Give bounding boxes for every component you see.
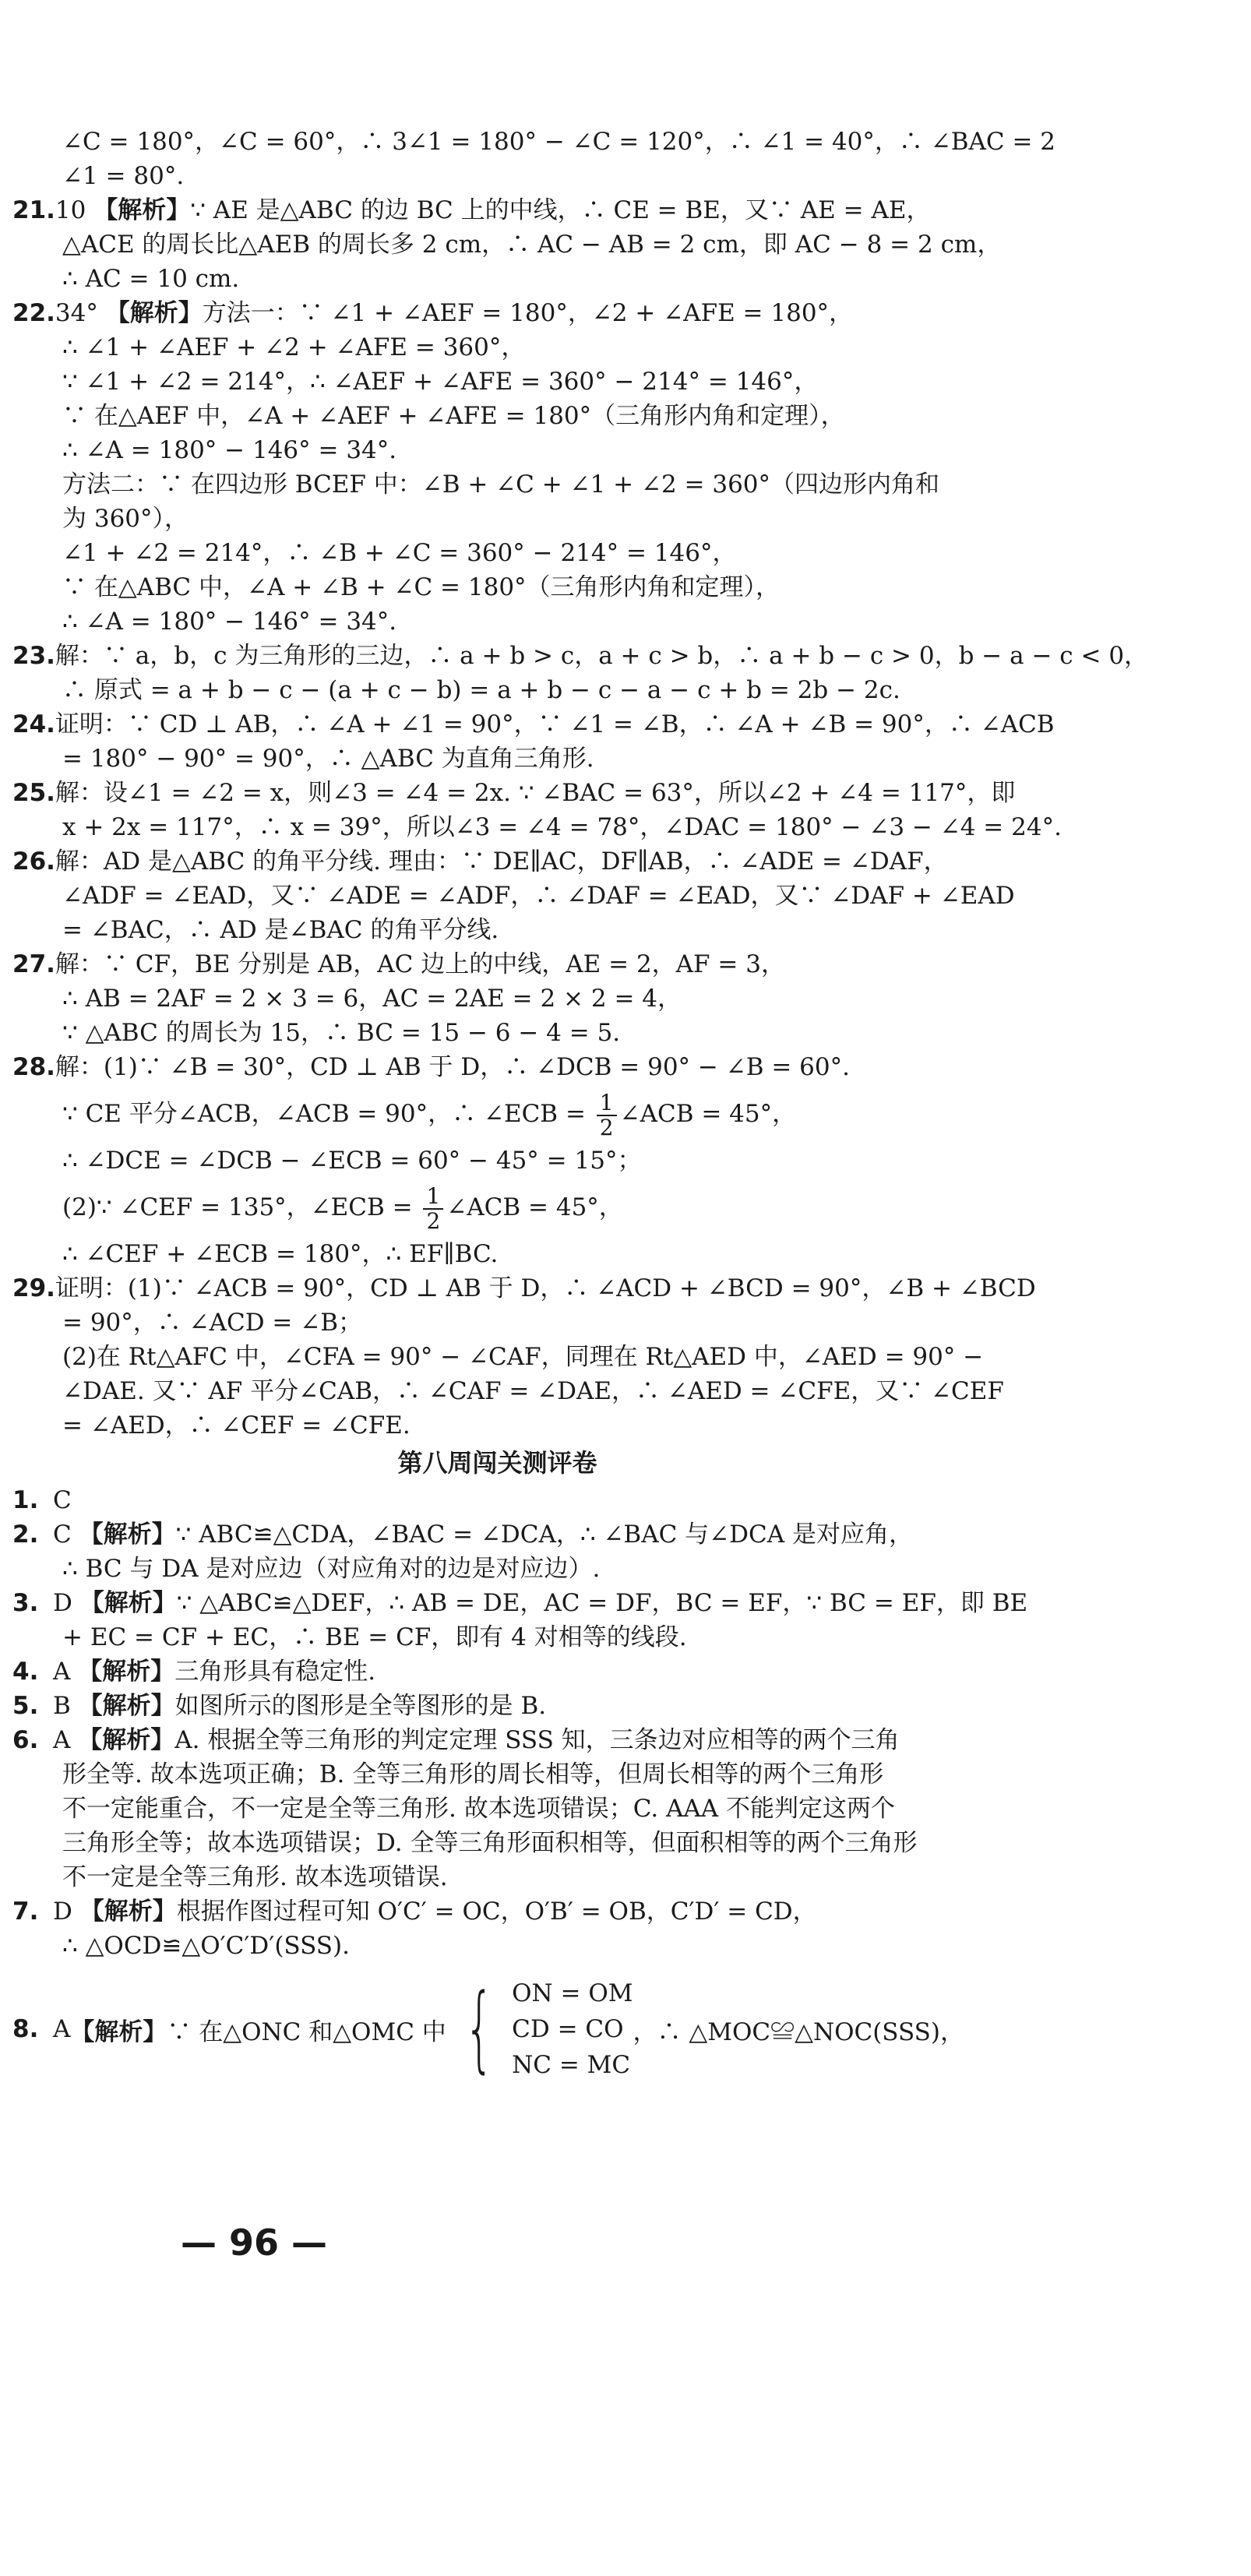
solution-line-text: A. 根据全等三角形的判定定理 SSS 知，三条边对应相等的两个三角 <box>174 1726 900 1754</box>
question-line <box>12 1654 982 1689</box>
solution-line: ∴ ∠DCE = ∠DCB − ∠ECB = 60° − 45° = 15°； <box>62 1147 642 1175</box>
system-equation: CD = CO <box>512 2015 624 2043</box>
analysis-tag: 【解析】 <box>78 1726 175 1754</box>
answer-value: D <box>53 1898 80 1926</box>
system-equation: NC = MC <box>512 2051 631 2079</box>
solution-line-text: ∵ AE 是△ABC 的边 BC 上的中线，∴ CE = BE，又∵ AE = AE， <box>190 196 931 224</box>
question-line <box>12 707 1055 742</box>
page-number: — 96 — <box>181 2222 328 2264</box>
solution-line: 三角形全等；故本选项错误；D. 全等三角形面积相等，但面积相等的两个三角形 <box>62 1829 918 1857</box>
question-number: 28. <box>12 1053 55 1081</box>
analysis-tag: 【解析】 <box>79 1521 176 1549</box>
question-line <box>12 639 1149 673</box>
solution-line: ∴ ∠A = 180° − 146° = 34°. <box>62 436 397 464</box>
question-number: 5. <box>12 1692 39 1720</box>
solution-line: ∵ △ABC 的周长为 15，∴ BC = 15 − 6 − 4 = 5. <box>62 1019 621 1047</box>
solution-line: ∴ ∠A = 180° − 146° = 34°. <box>62 608 397 636</box>
solution-line: 为 360°）， <box>62 505 189 533</box>
solution-line: = ∠AED，∴ ∠CEF = ∠CFE. <box>62 1411 411 1440</box>
solution-line: ∵ 在△AEF 中，∠A + ∠AEF + ∠AFE = 180°（三角形内角和定理）， <box>62 402 845 430</box>
question-line <box>12 1586 1028 1620</box>
section-heading: 第八周闯关测评卷 <box>397 1448 597 1478</box>
solution-line: ∠C = 180°，∠C = 60°，∴ 3∠1 = 180° − ∠C = 120°，∴ ∠1 = 40°，∴ ∠BAC = 2 <box>62 128 1056 156</box>
solution-line: 不一定是全等三角形. 故本选项错误. <box>62 1863 448 1891</box>
fraction-denominator: 2 <box>599 1114 614 1140</box>
question-number: 27. <box>12 950 55 978</box>
question-number: 2. <box>12 1521 39 1549</box>
solution-line: ∵ 在△ABC 中，∠A + ∠B + ∠C = 180°（三角形内角和定理）， <box>62 573 781 601</box>
fraction <box>597 1091 617 1140</box>
question-number: 4. <box>12 1658 39 1686</box>
solution-line-text: 解：设∠1 = ∠2 = x，则∠3 = ∠4 = 2x. ∵ ∠BAC = 63°，所以∠2 + ∠4 = 117°，即 <box>55 779 1016 807</box>
solution-line: ∴ ∠CEF + ∠ECB = 180°，∴ EF∥BC. <box>62 1240 499 1268</box>
system-equation: ON = OM <box>512 1979 633 2007</box>
solution-line-text: 证明：(1)∵ ∠ACB = 90°，CD ⊥ AB 于 D，∴ ∠ACD + ∠BCD = 90°，∠B + ∠BCD <box>55 1274 1036 1302</box>
question-number: 25. <box>12 779 55 807</box>
question-line <box>12 296 982 330</box>
fraction-denominator: 2 <box>426 1207 441 1234</box>
solution-line: ∴ AB = 2AF = 2 × 3 = 6，AC = 2AE = 2 × 2 = 4， <box>62 985 682 1013</box>
solution-line: ∴ ∠1 + ∠AEF + ∠2 + ∠AFE = 360°， <box>62 333 526 361</box>
question-number: 3. <box>12 1589 39 1617</box>
question-number: 7. <box>12 1898 39 1926</box>
answer-value: A <box>53 1726 79 1754</box>
solution-line: ∴ AC = 10 cm. <box>62 265 240 293</box>
answer-value: C <box>53 1486 72 1514</box>
left-brace: { <box>463 1975 495 2083</box>
solution-line-text: ∠ACB = 45°， <box>619 1100 797 1128</box>
analysis-tag: 【解析】 <box>93 196 191 224</box>
solution-line: x + 2x = 117°，∴ x = 39°，所以∠3 = ∠4 = 78°，∠DAC = 180° − ∠3 − ∠4 = 24°. <box>62 813 1062 841</box>
solution-line: 方法二：∵ 在四边形 BCEF 中：∠B + ∠C + ∠1 + ∠2 = 360°（四边形内角和 <box>62 470 940 499</box>
solution-line: 不一定能重合，不一定是全等三角形. 故本选项错误；C. AAA 不能判定这两个 <box>62 1795 896 1823</box>
solution-text <box>12 125 1149 2088</box>
solution-line: + EC = CF + EC，∴ BE = CF，即有 4 对相等的线段. <box>62 1623 687 1651</box>
solution-line: ∴ 原式 = a + b − c − (a + c − b) = a + b − c − a − c + b = 2b − 2c. <box>62 676 900 704</box>
equation-system <box>512 1975 633 2083</box>
question-number: 23. <box>12 642 55 670</box>
question-line <box>12 1517 982 1552</box>
question-line <box>12 1689 982 1723</box>
solution-line: ∠1 = 80°. <box>62 162 185 190</box>
analysis-tag: 【解析】 <box>70 2017 167 2046</box>
answer-value: 10 <box>55 196 94 224</box>
answer-value: 34° <box>55 299 106 327</box>
analysis-tag: 【解析】 <box>78 1658 175 1686</box>
question-number: 8. <box>12 2015 39 2043</box>
solution-line: (2)在 Rt△AFC 中，∠CFA = 90° − ∠CAF，同理在 Rt△AED 中，∠AED = 90° − <box>62 1343 984 1371</box>
solution-line-text: (2)∵ ∠CEF = 135°，∠ECB = <box>62 1193 421 1221</box>
question-8-system <box>12 1971 982 2088</box>
analysis-tag: 【解析】 <box>105 299 203 327</box>
question-line <box>12 1723 982 1757</box>
fraction <box>423 1182 443 1234</box>
question-number: 24. <box>12 710 55 738</box>
answer-value: A <box>53 1658 79 1686</box>
solution-line-text: 解：AD 是△ABC 的角平分线. 理由：∵ DE∥AC，DF∥AB，∴ ∠ADE = ∠DAF， <box>55 848 948 876</box>
question-line <box>12 947 982 981</box>
fraction-numerator: 1 <box>423 1185 443 1210</box>
answer-value: A <box>53 2015 71 2043</box>
solution-line: ∴ △OCD≌△O′C′D′(SSS). <box>62 1932 350 1960</box>
solution-line-text: ，∴ △MOC≌△NOC(SSS)， <box>633 2017 965 2046</box>
answer-value: B <box>53 1692 79 1720</box>
answer-value: C <box>53 1521 79 1549</box>
solution-line-fraction <box>12 1178 982 1237</box>
solution-line-text: 解：(1)∵ ∠B = 30°，CD ⊥ AB 于 D，∴ ∠DCB = 90° − ∠B = 60°. <box>55 1053 850 1081</box>
question-line <box>12 776 1016 810</box>
solution-line-text: ∠ACB = 45°， <box>446 1193 623 1221</box>
solution-line: ∵ ∠1 + ∠2 = 214°，∴ ∠AEF + ∠AFE = 360° − 214° = 146°， <box>62 368 819 396</box>
question-line <box>12 193 982 227</box>
solution-line-text: 三角形具有稳定性. <box>174 1658 376 1686</box>
solution-line: ∠ADF = ∠EAD，又∵ ∠ADE = ∠ADF，∴ ∠DAF = ∠EAD，又∵ ∠DAF + ∠EAD <box>62 882 1015 910</box>
question-line <box>12 1483 982 1517</box>
solution-line: ∠DAE. 又∵ AF 平分∠CAB，∴ ∠CAF = ∠DAE，∴ ∠AED = ∠CFE，又∵ ∠CEF <box>62 1377 1004 1405</box>
analysis-tag: 【解析】 <box>78 1692 175 1720</box>
solution-line-text: ∵ ABC≌△CDA，∠BAC = ∠DCA，∴ ∠BAC 与∠DCA 是对应角， <box>175 1521 913 1549</box>
solution-line-text: ∵ CE 平分∠ACB，∠ACB = 90°，∴ ∠ECB = <box>62 1100 594 1128</box>
solution-line: = 90°，∴ ∠ACD = ∠B； <box>62 1309 363 1337</box>
solution-line: ∠1 + ∠2 = 214°，∴ ∠B + ∠C = 360° − 214° = 146°， <box>62 539 737 567</box>
question-line <box>12 1271 1036 1306</box>
solution-line-fraction <box>12 1084 982 1144</box>
question-number: 6. <box>12 1726 39 1754</box>
solution-line: ∴ BC 与 DA 是对应边（对应角对的边是对应边）. <box>62 1555 601 1583</box>
question-number: 29. <box>12 1274 55 1302</box>
solution-line: △ACE 的周长比△AEB 的周长多 2 cm，∴ AC − AB = 2 cm，即 AC − 8 = 2 cm， <box>62 231 1002 259</box>
solution-line-text: 如图所示的图形是全等图形的是 B. <box>174 1692 547 1720</box>
solution-line-text: ∵ △ABC≌△DEF，∴ AB = DE，AC = DF，BC = EF，∵ BC = EF，即 BE <box>176 1589 1028 1617</box>
question-number: 21. <box>12 196 55 224</box>
analysis-tag: 【解析】 <box>79 1898 177 1926</box>
question-line <box>12 844 982 879</box>
question-number: 26. <box>12 848 55 876</box>
solution-line-text: 解：∵ CF，BE 分别是 AB，AC 边上的中线，AE = 2，AF = 3， <box>55 950 785 978</box>
fraction-numerator: 1 <box>597 1091 617 1116</box>
solution-line: 形全等. 故本选项正确；B. 全等三角形的周长相等，但周长相等的两个三角形 <box>62 1760 884 1788</box>
solution-line-text: ∵ 在△ONC 和△OMC 中 <box>167 2017 446 2046</box>
question-number: 1. <box>12 1486 39 1514</box>
question-line <box>12 1894 982 1929</box>
solution-line-text: 方法一：∵ ∠1 + ∠AEF = 180°，∠2 + ∠AFE = 180°， <box>202 299 854 327</box>
solution-line-text: 解：∵ a，b，c 为三角形的三边，∴ a + b > c，a + c > b，∴ a + b − c > 0，b − a − c < 0， <box>55 642 1149 670</box>
question-line <box>12 1050 982 1084</box>
solution-line: = 180° − 90° = 90°，∴ △ABC 为直角三角形. <box>62 745 594 773</box>
solution-line-text: 证明：∵ CD ⊥ AB，∴ ∠A + ∠1 = 90°，∵ ∠1 = ∠B，∴ ∠A + ∠B = 90°，∴ ∠ACB <box>55 710 1055 738</box>
solution-line-text: 根据作图过程可知 O′C′ = OC，O′B′ = OB，C′D′ = CD， <box>176 1898 817 1926</box>
analysis-tag: 【解析】 <box>79 1589 177 1617</box>
question-number: 22. <box>12 299 55 327</box>
solution-line: = ∠BAC，∴ AD 是∠BAC 的角平分线. <box>62 916 499 944</box>
answer-value: D <box>53 1589 80 1617</box>
